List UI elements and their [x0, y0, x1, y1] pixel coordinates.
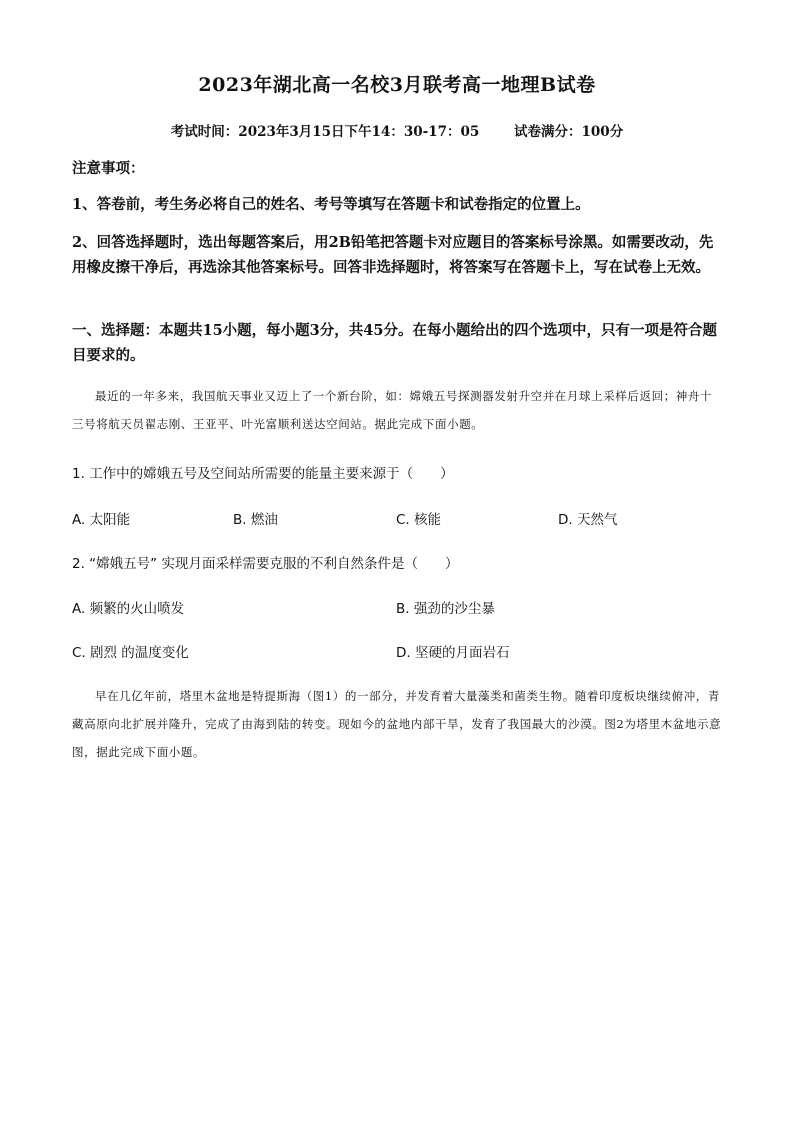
question-2-stem: 2. “嫦娥五号” 实现月面采样需要克服的不利自然条件是（ ） [72, 556, 459, 572]
q1-option-d: D. 天然气 [558, 512, 618, 528]
note-1: 1、答卷前，考生务必将自己的姓名、考号等填写在答题卡和试卷指定的位置上。 [72, 196, 590, 213]
q1-option-c: C. 核能 [396, 512, 442, 528]
q2-option-c: C. 剧烈 的温度变化 [72, 645, 189, 661]
q1-option-a: A. 太阳能 [72, 512, 131, 528]
full-score: 试卷满分：100分 [514, 124, 624, 140]
passage-2: 早在几亿年前，塔里木盆地是特提斯海（图1）的一部分，并发育着大量藻类和菌类生物。随着印度板块继续俯冲，青藏高原向北扩展并隆升，完成了由海到陆的转变。现如今的盆地内部干旱，发育了我国最大的沙漠。图2为塔里木盆地示意图，据此完成下面小题。 [72, 689, 722, 759]
q2-option-a: A. 频繁的火山喷发 [72, 601, 185, 617]
q2-option-b: B. 强劲的沙尘暴 [396, 601, 495, 617]
passage-1: 最近的一年多来，我国航天事业又迈上了一个新台阶，如：嫦娥五号探测器发射升空并在月球上采样后返回；神舟十三号将航天员翟志刚、王亚平、叶光富顺利送达空间站。据此完成下面小题。 [72, 389, 713, 431]
notes-heading: 注意事项： [72, 160, 145, 177]
exam-title: 2023年湖北高一名校3月联考高一地理B试卷 [198, 74, 596, 96]
note-2: 2、回答选择题时，选出每题答案后，用2B铅笔把答题卡对应题目的答案标号涂黑。如需要改动，先用橡皮擦干净后，再选涂其他答案标号。回答非选择题时，将答案写在答题卡上，写在试卷上无效。 [72, 234, 714, 276]
section-heading: 一、选择题：本题共15小题，每小题3分，共45分。在每小题给出的四个选项中，只有一项是符合题目要求的。 [72, 322, 717, 364]
exam-info [0, 120, 794, 140]
q2-option-d: D. 坚硬的月面岩石 [396, 645, 510, 661]
question-1-stem: 1. 工作中的嫦娥五号及空间站所需要的能量主要来源于（ ） [72, 466, 454, 482]
exam-time: 考试时间：2023年3月15日下午14：30-17：05 [170, 124, 480, 140]
q1-option-b: B. 燃油 [233, 512, 278, 528]
